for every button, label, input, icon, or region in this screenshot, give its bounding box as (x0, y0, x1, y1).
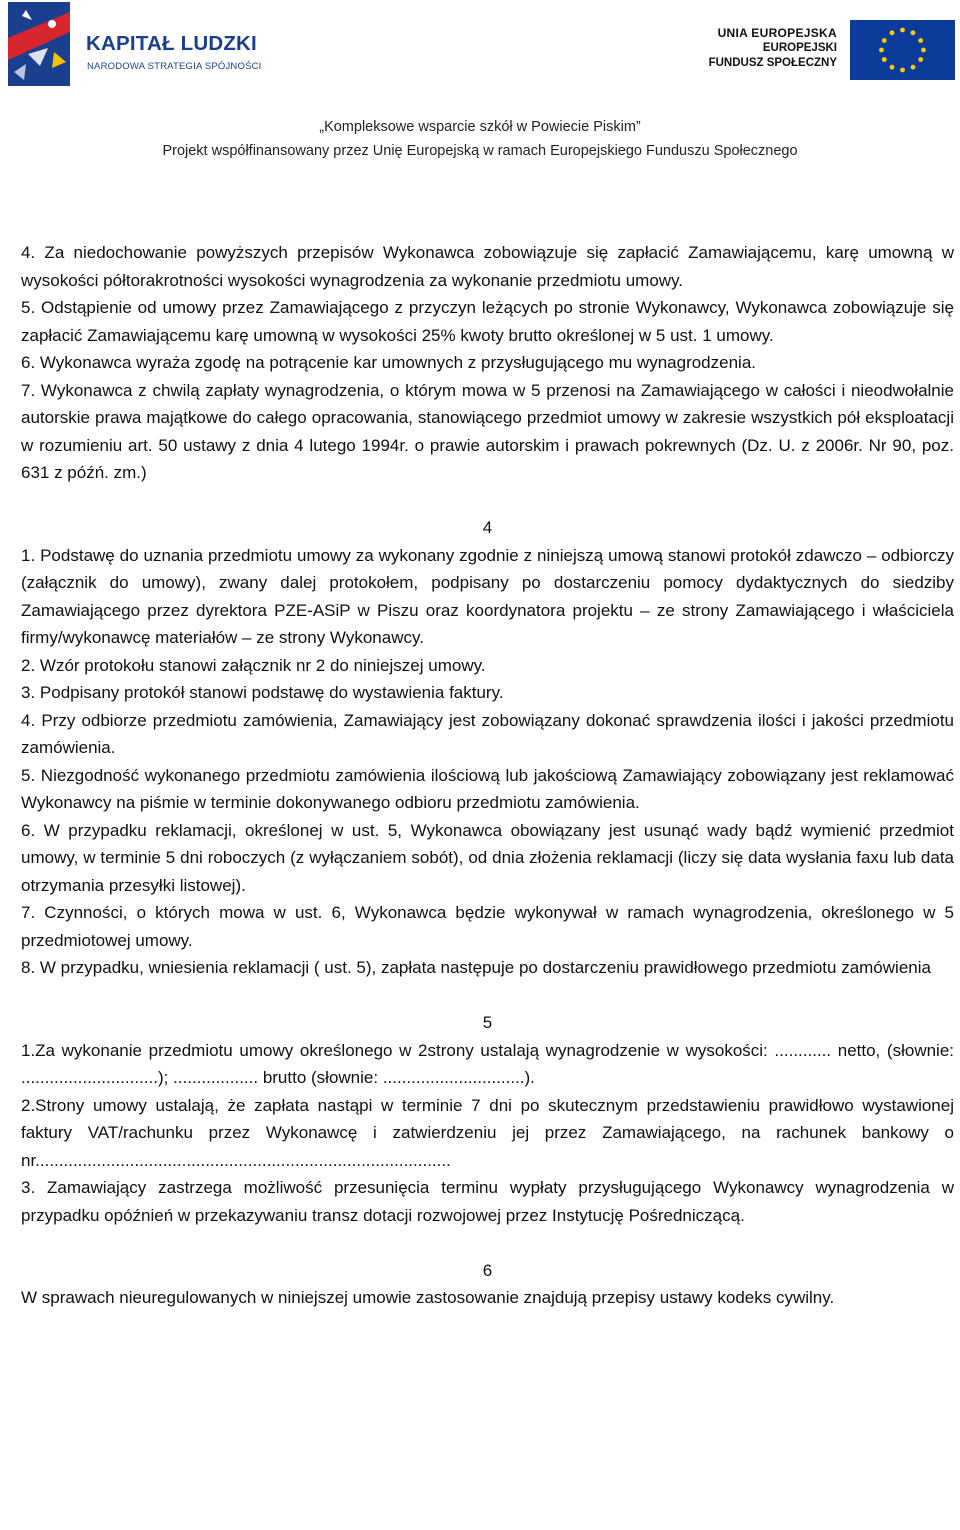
section-5-paragraph-2: 2.Strony umowy ustalają, że zapłata nastąpi w terminie 7 dni po skutecznym przedstawieniu prawidłowo wystawionej faktury VAT/rachunku przez Wykonawcę i zatwierdzeniu jej przez Zamawiającego, na rachunek bankowy o nr........................................................................................ (21, 1095, 954, 1170)
spacer (21, 1229, 954, 1257)
section-4-paragraph-5: 5. Niezgodność wykonanego przedmiotu zamówienia ilościową lub jakościową Zamawiający zobowiązany jest reklamować Wykonawcy na piśmie w terminie dokonywanego odbioru przedmiotu zamówienia. (21, 765, 954, 812)
kapital-ludzki-subtitle: NARODOWA STRATEGIA SPÓJNOŚCI (87, 61, 262, 72)
section-5-paragraph-1: 1.Za wykonanie przedmiotu umowy określonego w 2strony ustalają wynagrodzenie w wysokości: ............ netto, (słownie: .............................); .................. brutto (słownie: ..............................). (21, 1040, 954, 1087)
spacer (21, 487, 954, 515)
section-4-paragraph-3: 3. Podpisany protokół stanowi podstawę do wystawienia faktury. (21, 683, 504, 702)
kapital-ludzki-title: KAPITAŁ LUDZKI (86, 32, 257, 55)
section-4-paragraph-6: 6. W przypadku reklamacji, określonej w ust. 5, Wykonawca obowiązany jest usunąć wady bądź wymienić przedmiot umowy, w terminie 5 dni roboczych (z wyłączaniem sobót), od dnia złożenia reklamacji (liczy się data wysłania faxu lub data otrzymania przesyłki listowej). (21, 820, 954, 895)
section-4-paragraph-7: 7. Czynności, o których mowa w ust. 6, Wykonawca będzie wykonywał w ramach wynagrodzenia, określonego w 5 przedmiotowej umowy. (21, 903, 954, 950)
eu-logo (680, 20, 955, 80)
project-cofinance-line: Projekt współfinansowany przez Unię Europejską w ramach Europejskiego Funduszu Społecznego (162, 143, 798, 159)
section-4-paragraph-2: 2. Wzór protokołu stanowi załącznik nr 2 do niniejszej umowy. (21, 655, 486, 675)
eu-logo-line2: EUROPEJSKI (762, 42, 837, 54)
section-4-paragraph-8: 8. W przypadku, wniesienia reklamacji ( ust. 5), zapłata następuje po dostarczeniu prawidłowego przedmiotu zamówienia (21, 958, 931, 977)
kapital-ludzki-logo-icon (8, 2, 80, 86)
document-body (21, 239, 954, 1312)
project-title: „Kompleksowe wsparcie szkół w Powiecie Piskim” (319, 119, 641, 135)
section-5-heading: 5 (482, 1013, 493, 1032)
section-5-paragraph-3: 3. Zamawiający zastrzega możliwość przesunięcia terminu wypłaty przysługującego Wykonawcy wynagrodzenia w przypadku opóźnień w przekazywaniu transz dotacji rozwojowej przez Instytucję Pośredniczącą. (21, 1178, 954, 1225)
section-4-paragraph-4: 4. Przy odbiorze przedmiotu zamówienia, Zamawiający jest zobowiązany dokonać sprawdzenia ilości i jakości przedmiotu zamówienia. (21, 710, 954, 757)
eu-logo-line3: FUNDUSZ SPOŁECZNY (708, 57, 837, 69)
eu-flag-icon (850, 20, 955, 80)
paragraph-5: 5. Odstąpienie od umowy przez Zamawiającego z przyczyn leżących po stronie Wykonawcy, Wykonawca zobowiązuje się zapłacić Zamawiającemu karę umowną w wysokości 25% kwoty brutto określonej w 5 ust. 1 umowy. (21, 298, 954, 345)
section-4-heading: 4 (482, 518, 493, 537)
eu-logo-line1: UNIA EUROPEJSKA (717, 26, 837, 40)
section-6-paragraph-1: W sprawach nieuregulowanych w niniejszej umowie zastosowanie znajdują przepisy ustawy kodeks cywilny. (21, 1288, 835, 1307)
section-4-paragraph-1: 1. Podstawę do uznania przedmiotu umowy za wykonany zgodnie z niniejszą umową stanowi protokół zdawczo – odbiorczy (załącznik do umowy), zwany dalej protokołem, podpisany po dostarczeniu pomocy dydaktycznych do siedziby Zamawiającego przez dyrektora PZE-ASiP w Piszu oraz koordynatora projektu – ze strony Zamawiającego i właściciela firmy/wykonawcę materiałów – ze strony Wykonawcy. (21, 545, 954, 647)
kapital-ludzki-logo (8, 2, 288, 90)
spacer (21, 982, 954, 1010)
page-header (0, 0, 960, 170)
paragraph-7: 7. Wykonawca z chwilą zapłaty wynagrodzenia, o którym mowa w 5 przenosi na Zamawiającego w całości i nieodwołalnie autorskie prawa majątkowe do całego opracowania, stanowiącego przedmiot umowy w zakresie wszystkich pół eksploatacji w rozumieniu art. 50 ustawy z dnia 4 lutego 1994r. o prawie autorskim i prawach pokrewnych (Dz. U. z 2006r. Nr 90, poz. 631 z późń. zm.) (21, 380, 954, 482)
paragraph-6: 6. Wykonawca wyraża zgodę na potrącenie kar umownych z przysługującego mu wynagrodzenia. (21, 353, 757, 372)
paragraph-4: 4. Za niedochowanie powyższych przepisów Wykonawca zobowiązuje się zapłacić Zamawiającemu, karę umowną w wysokości półtorakrotności wysokości wynagrodzenia za wykonanie przedmiotu umowy. (21, 243, 954, 290)
eu-logo-text (709, 26, 837, 71)
section-6-heading: 6 (482, 1260, 493, 1280)
